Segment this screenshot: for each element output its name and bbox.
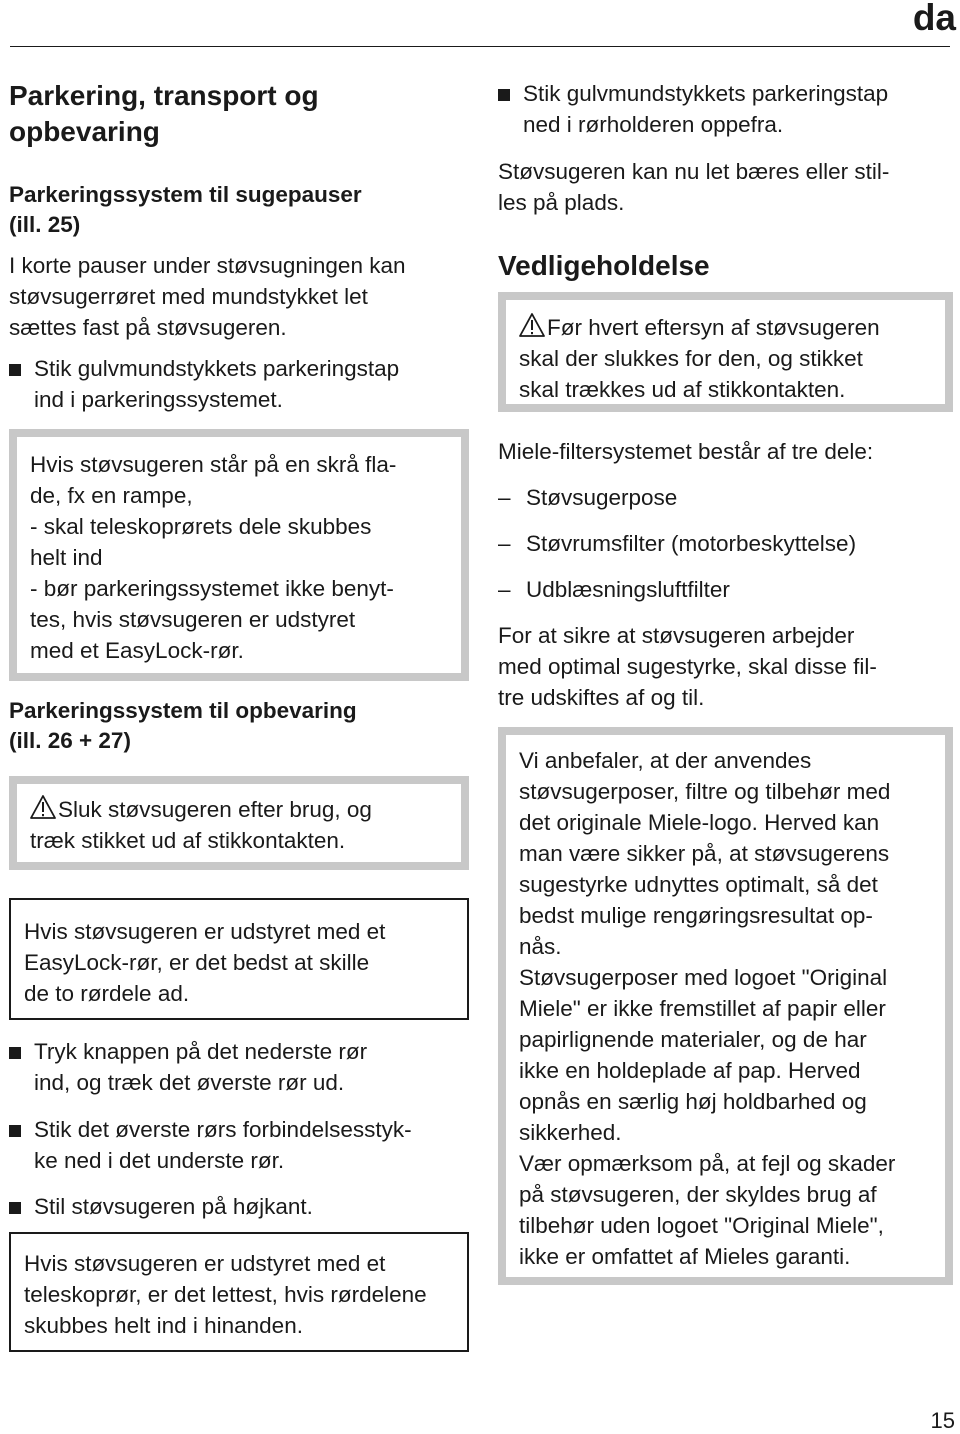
instruction-bullet [9,1114,469,1176]
text-line: Stik det øverste rørs forbindelsesstyk- [34,1117,412,1142]
text-line: skal trækkes ud af stikkontakten. [519,377,846,402]
text-line: Stik gulvmundstykkets parkeringstap [523,81,889,106]
section-title [9,78,469,150]
filter-list-item: – Udblæsningsluftfilter [498,574,953,605]
text-line: ikke en holdeplade af pap. Herved [519,1058,861,1083]
text-line: I korte pauser under støvsugningen kan [9,253,406,278]
note-box-telescope [9,1232,469,1352]
text-line: - bør parkeringssystemet ikke benyt- [30,576,394,601]
section-title-line: Parkering, transport og [9,80,319,111]
header-rule [10,46,950,47]
text-line: sættes fast på støvsugeren. [9,315,287,340]
note-box-slope [9,429,469,681]
filter-list-item: – Støvrumsfilter (motorbeskyttelse) [498,528,953,559]
text-line: Hvis støvsugeren er udstyret med et [24,1251,386,1276]
text-line: man være sikker på, at støvsugerens [519,841,890,866]
text-line: tes, hvis støvsugeren er udstyret [30,607,356,632]
subsection-title-pause [9,180,469,240]
filter-list-item: – Støvsugerpose [498,482,953,513]
instruction-bullet [498,78,953,140]
text-line: på støvsugeren, der skyldes brug af [519,1182,877,1207]
text-line: Støvsugerposer med logoet "Original [519,965,888,990]
warning-box-unplug [9,776,469,870]
text-line: Stil støvsugeren på højkant. [34,1194,313,1219]
text-line: tre udskiftes af og til. [498,685,705,710]
text-line: ind i parkeringssystemet. [34,387,283,412]
text-line: støvsugerposer, filtre og tilbehør med [519,779,891,804]
text-line: Vi anbefaler, at der anvendes [519,748,812,773]
text-line: Støvsugeren kan nu let bæres eller stil- [498,159,890,184]
warning-box-maintenance [498,292,953,412]
text-line: sugestyrke udnyttes optimalt, så det [519,872,878,897]
text-line: ind, og træk det øverste rør ud. [34,1070,345,1095]
text-line: med optimal sugestyrke, skal disse fil- [498,654,877,679]
text-line: Hvis støvsugeren står på en skrå fla- [30,452,397,477]
warning-triangle-icon [519,312,545,338]
text-line: - skal teleskoprørets dele skubbes [30,514,372,539]
text-line: med et EasyLock-rør. [30,638,244,663]
subsection-title-storage [9,696,469,756]
section-title-maintenance: Vedligeholdelse [498,250,710,281]
text-line: Miele" er ikke fremstillet af papir eller [519,996,886,1021]
text-line: ikke er omfattet af Mieles garanti. [519,1244,851,1269]
text-line: det originale Miele-logo. Herved kan [519,810,880,835]
right-column [498,78,953,1285]
warning-text: Før hvert eftersyn af støvsugeren [547,315,880,340]
text-line: opnås en særlig høj holdbarhed og [519,1089,867,1114]
text-line [519,312,935,343]
text-line: bedst mulige rengøringsresultat op- [519,903,873,928]
text-line: sikkerhed. [519,1120,622,1145]
left-column [9,78,469,1352]
text-line: teleskoprør, er det lettest, hvis rørdelene [24,1282,427,1307]
text-line: Vær opmærksom på, at fejl og skader [519,1151,896,1176]
instruction-bullet [9,353,469,415]
text-line: les på plads. [498,190,625,215]
warning-text: Sluk støvsugeren efter brug, og [58,797,372,822]
subsection-title-line: Parkeringssystem til sugepauser [9,182,362,207]
text-line: de, fx en rampe, [30,483,193,508]
text-line: Stik gulvmundstykkets parkeringstap [34,356,400,381]
text-line: skal der slukkes for den, og stikket [519,346,863,371]
text-line: tilbehør uden logoet "Original Miele", [519,1213,884,1238]
page-number: 15 [930,1408,955,1433]
text-line: ke ned i det underste rør. [34,1148,285,1173]
text-line: papirlignende materialer, og de har [519,1027,867,1052]
text-line: træk stikket ud af stikkontakten. [30,828,346,853]
paragraph-filter-replace [498,620,953,713]
filter-intro: Miele-filtersystemet består af tre dele: [498,439,874,464]
text-line: nås. [519,934,562,959]
subsection-title-line: (ill. 26 + 27) [9,728,131,753]
note-box-original-miele [498,727,953,1285]
text-line: ned i rørholderen oppefra. [523,112,784,137]
instruction-bullet [9,1036,469,1098]
text-line [30,794,451,825]
subsection-title-line: (ill. 25) [9,212,81,237]
text-line: skubbes helt ind i hinanden. [24,1313,303,1338]
text-line: Tryk knappen på det nederste rør [34,1039,368,1064]
text-line: helt ind [30,545,103,570]
text-line: de to rørdele ad. [24,981,190,1006]
paragraph-carry [498,156,953,218]
text-line: støvsugerrøret med mundstykket let [9,284,368,309]
note-box-easylock [9,898,469,1020]
text-line: EasyLock-rør, er det bedst at skille [24,950,370,975]
text-line: For at sikre at støvsugeren arbejder [498,623,855,648]
text-line: Hvis støvsugeren er udstyret med et [24,919,386,944]
language-tag: da [912,0,956,38]
instruction-bullet [9,1191,469,1222]
warning-triangle-icon [30,794,56,820]
intro-paragraph [9,250,469,343]
section-title-line: opbevaring [9,116,160,147]
subsection-title-line: Parkeringssystem til opbevaring [9,698,357,723]
